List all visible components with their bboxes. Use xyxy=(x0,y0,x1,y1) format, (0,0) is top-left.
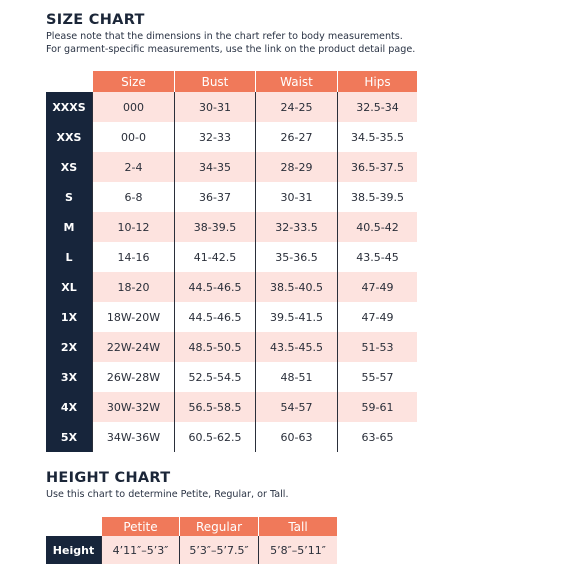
table-cell: 38-39.5 xyxy=(174,212,255,242)
table-cell: 48-51 xyxy=(255,362,337,392)
row-label: XXXS xyxy=(46,92,92,122)
size-row xyxy=(46,152,417,182)
row-label: XS xyxy=(46,152,92,182)
table-cell: 18-20 xyxy=(92,272,174,302)
table-cell: 44.5-46.5 xyxy=(174,302,255,332)
size-row xyxy=(46,422,417,452)
header-size: Size xyxy=(92,71,174,92)
table-cell: 60.5-62.5 xyxy=(174,422,255,452)
table-cell: 6-8 xyxy=(92,182,174,212)
table-cell: 22W-24W xyxy=(92,332,174,362)
size-row xyxy=(46,332,417,362)
height-chart-note: Use this chart to determine Petite, Regular, or Tall. xyxy=(46,489,289,500)
size-row xyxy=(46,302,417,332)
size-chart-title: SIZE CHART xyxy=(46,12,145,28)
table-cell: 39.5-41.5 xyxy=(255,302,337,332)
table-cell: 38.5-40.5 xyxy=(255,272,337,302)
table-cell: 32-33 xyxy=(174,122,255,152)
header-tall: Tall xyxy=(258,517,337,536)
table-cell: 14-16 xyxy=(92,242,174,272)
size-row xyxy=(46,242,417,272)
table-cell: 48.5-50.5 xyxy=(174,332,255,362)
table-cell: 35-36.5 xyxy=(255,242,337,272)
corner-cell xyxy=(46,517,101,536)
row-label: 2X xyxy=(46,332,92,362)
row-label: XL xyxy=(46,272,92,302)
size-row xyxy=(46,272,417,302)
table-cell: 000 xyxy=(92,92,174,122)
table-cell: 34.5-35.5 xyxy=(337,122,417,152)
height-row xyxy=(46,536,337,564)
table-cell: 47-49 xyxy=(337,272,417,302)
table-cell: 18W-20W xyxy=(92,302,174,332)
table-cell: 36-37 xyxy=(174,182,255,212)
height-tall-cell: 5’8″–5’11″ xyxy=(258,536,337,564)
size-chart-header-row xyxy=(46,71,417,92)
size-row xyxy=(46,122,417,152)
header-regular: Regular xyxy=(179,517,258,536)
row-label: 4X xyxy=(46,392,92,422)
table-cell: 10-12 xyxy=(92,212,174,242)
row-label: L xyxy=(46,242,92,272)
table-cell: 30-31 xyxy=(255,182,337,212)
corner-cell xyxy=(46,71,92,92)
size-row xyxy=(46,92,417,122)
row-label: M xyxy=(46,212,92,242)
table-cell: 34W-36W xyxy=(92,422,174,452)
row-label: XXS xyxy=(46,122,92,152)
table-cell: 41-42.5 xyxy=(174,242,255,272)
table-cell: 52.5-54.5 xyxy=(174,362,255,392)
size-chart-note-1: Please note that the dimensions in the chart refer to body measurements. xyxy=(46,31,403,42)
height-chart-title: HEIGHT CHART xyxy=(46,470,171,486)
row-label: S xyxy=(46,182,92,212)
table-cell: 28-29 xyxy=(255,152,337,182)
size-row xyxy=(46,182,417,212)
table-cell: 40.5-42 xyxy=(337,212,417,242)
table-cell: 47-49 xyxy=(337,302,417,332)
table-cell: 00-0 xyxy=(92,122,174,152)
table-cell: 36.5-37.5 xyxy=(337,152,417,182)
table-cell: 51-53 xyxy=(337,332,417,362)
size-chart-note-2: For garment-specific measurements, use the link on the product detail page. xyxy=(46,44,416,55)
row-label: 3X xyxy=(46,362,92,392)
table-cell: 30W-32W xyxy=(92,392,174,422)
table-cell: 59-61 xyxy=(337,392,417,422)
height-chart-header-row xyxy=(46,517,337,536)
table-cell: 43.5-45.5 xyxy=(255,332,337,362)
table-cell: 44.5-46.5 xyxy=(174,272,255,302)
table-cell: 43.5-45 xyxy=(337,242,417,272)
table-cell: 55-57 xyxy=(337,362,417,392)
table-cell: 26W-28W xyxy=(92,362,174,392)
table-cell: 54-57 xyxy=(255,392,337,422)
table-cell: 38.5-39.5 xyxy=(337,182,417,212)
row-label-height: Height xyxy=(46,536,101,564)
header-bust: Bust xyxy=(174,71,255,92)
height-petite-cell: 4’11″–5’3″ xyxy=(101,536,179,564)
table-cell: 26-27 xyxy=(255,122,337,152)
table-cell: 34-35 xyxy=(174,152,255,182)
table-cell: 60-63 xyxy=(255,422,337,452)
height-regular-cell: 5’3″–5’7.5″ xyxy=(179,536,258,564)
size-chart-table xyxy=(46,71,417,452)
header-waist: Waist xyxy=(255,71,337,92)
table-cell: 56.5-58.5 xyxy=(174,392,255,422)
table-cell: 24-25 xyxy=(255,92,337,122)
table-cell: 32.5-34 xyxy=(337,92,417,122)
row-label: 5X xyxy=(46,422,92,452)
height-chart-table xyxy=(46,517,337,564)
size-row xyxy=(46,212,417,242)
table-cell: 30-31 xyxy=(174,92,255,122)
size-row xyxy=(46,392,417,422)
header-hips: Hips xyxy=(337,71,417,92)
table-cell: 2-4 xyxy=(92,152,174,182)
table-cell: 32-33.5 xyxy=(255,212,337,242)
header-petite: Petite xyxy=(101,517,179,536)
table-cell: 63-65 xyxy=(337,422,417,452)
row-label: 1X xyxy=(46,302,92,332)
size-row xyxy=(46,362,417,392)
